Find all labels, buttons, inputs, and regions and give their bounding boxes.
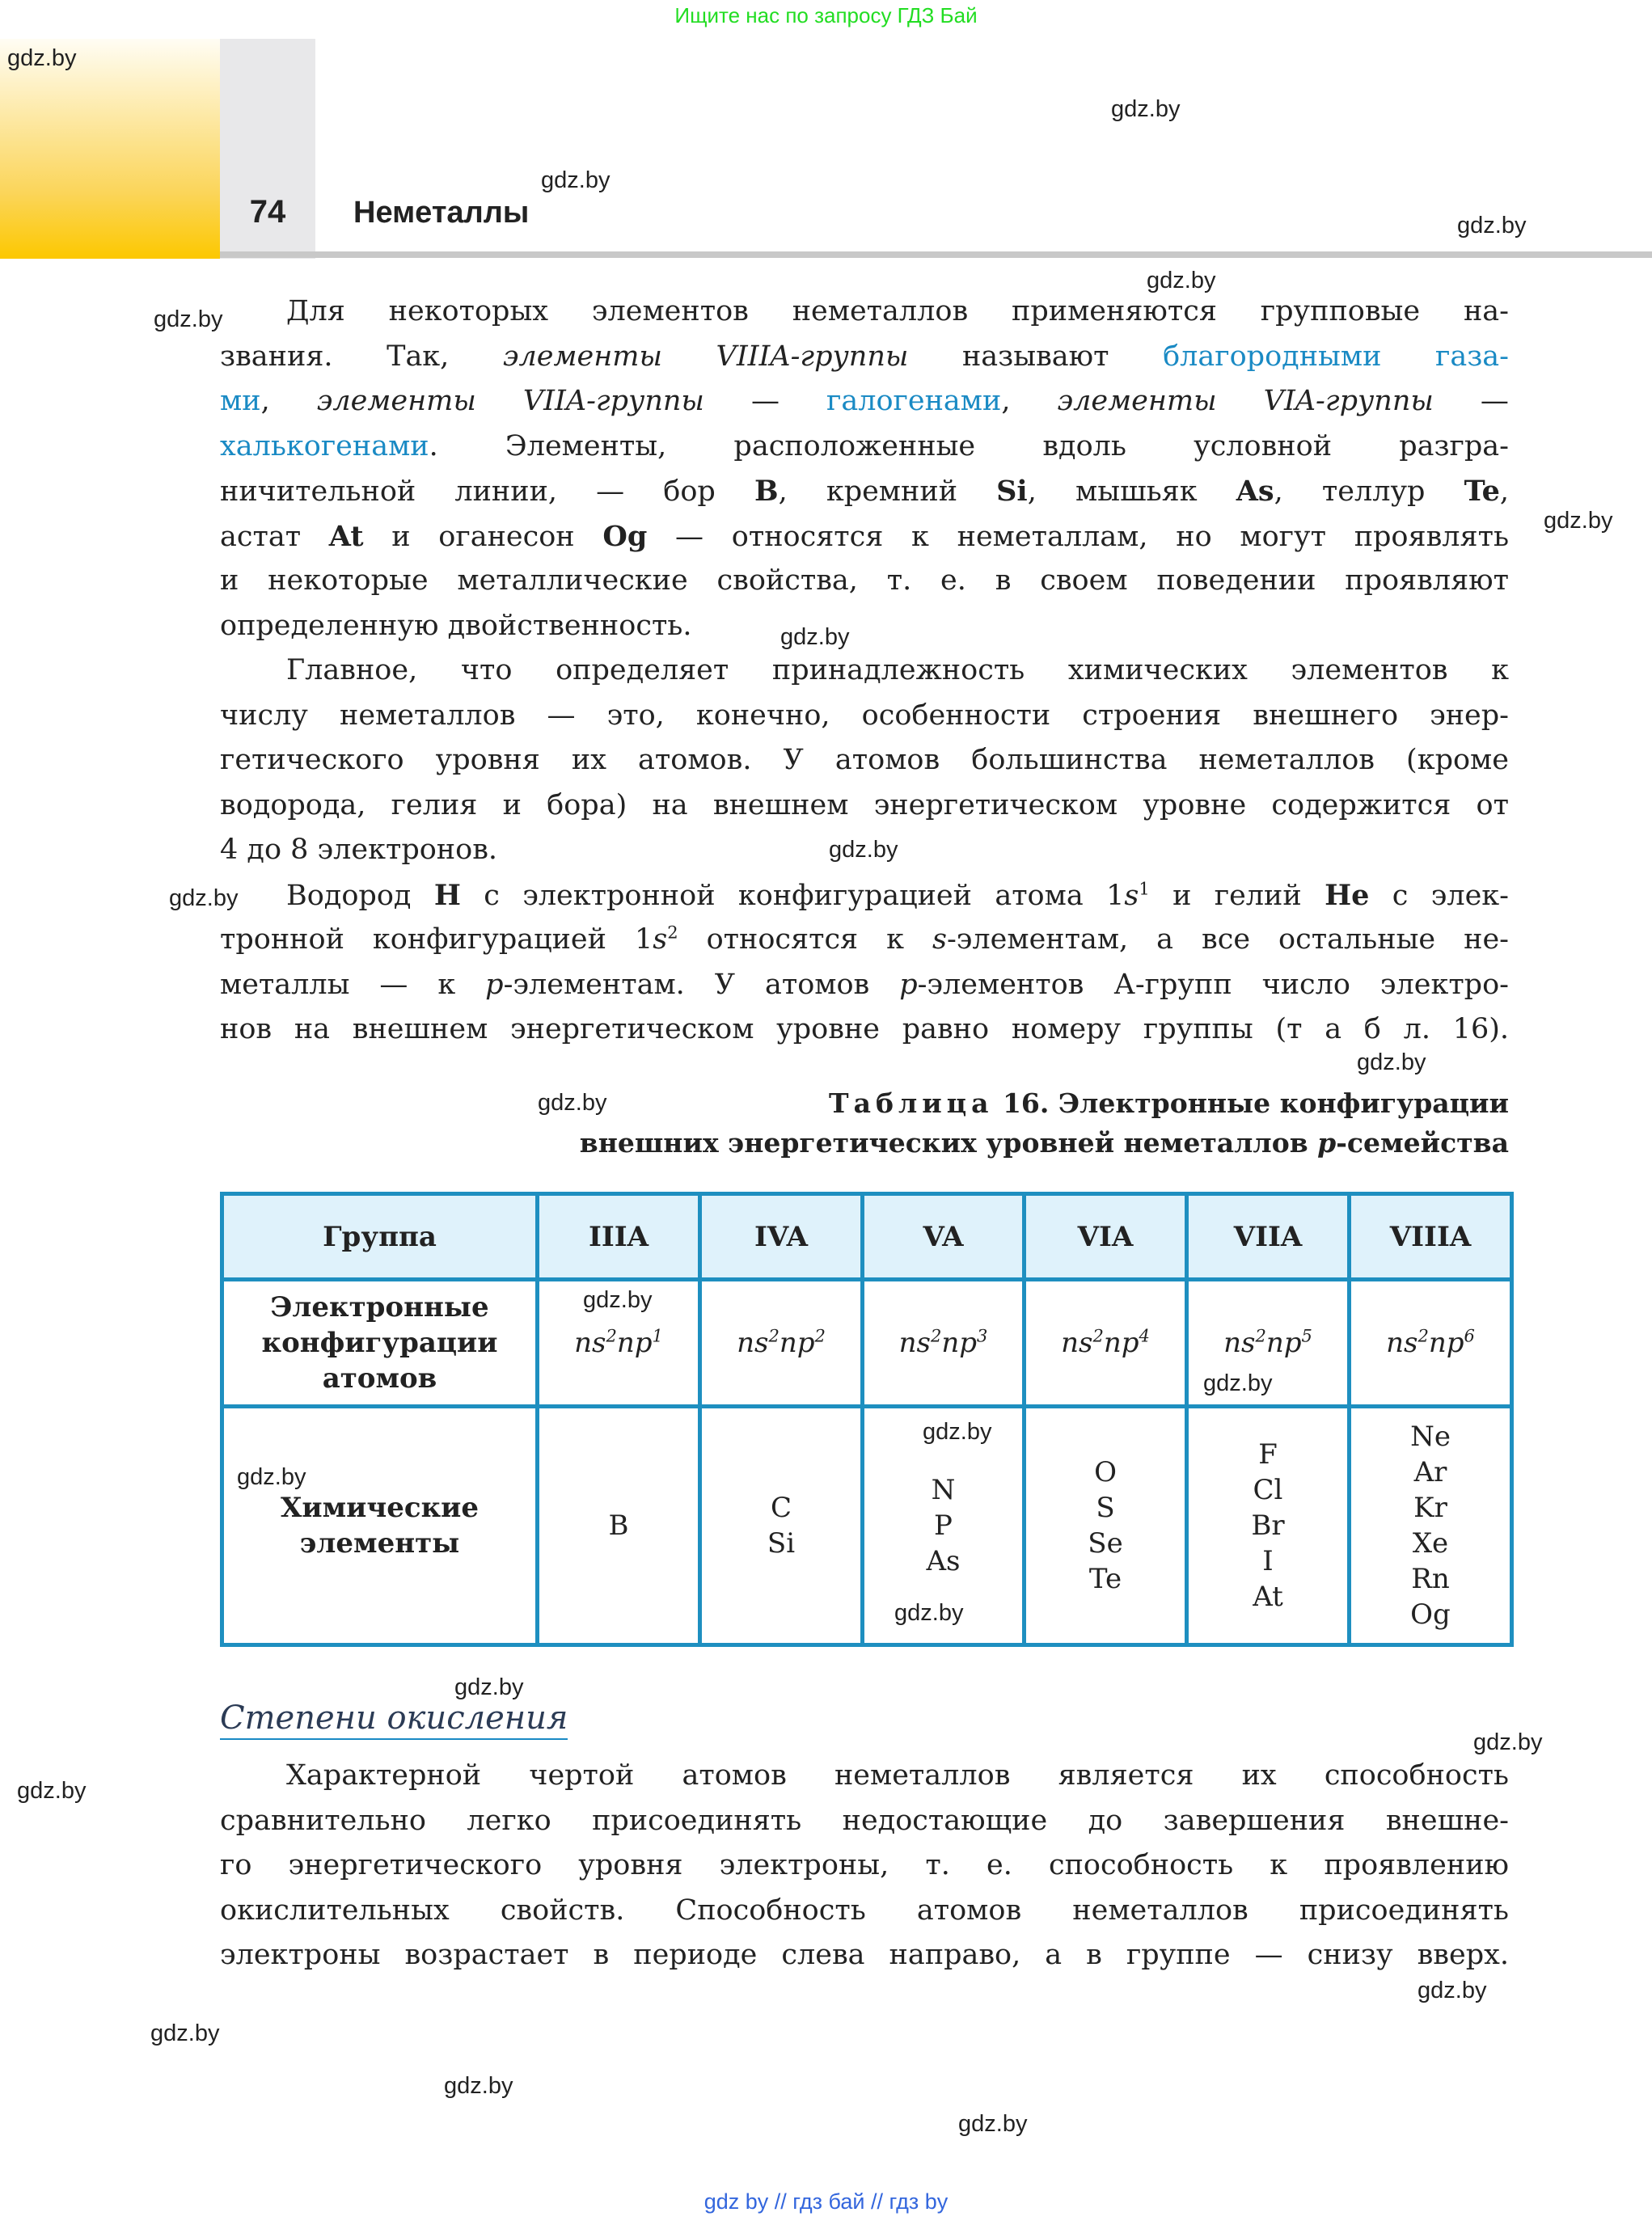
- header-cell: IIIA: [538, 1194, 700, 1280]
- text-segment: Главное, что определяет принадлежность химических элементов к: [286, 654, 1509, 686]
- watermark: gdz.by: [1111, 96, 1181, 122]
- superscript: 4: [1139, 1326, 1150, 1346]
- superscript: 5: [1301, 1326, 1312, 1346]
- text-line: [220, 379, 1509, 424]
- text-segment: s: [1124, 879, 1139, 912]
- element-symbol: F: [1258, 1438, 1278, 1471]
- text-line: [220, 1889, 1509, 1934]
- caption-p: p: [1317, 1127, 1337, 1159]
- text-segment: He: [1325, 878, 1370, 912]
- text-line: [220, 918, 1509, 963]
- elements-cell: [538, 1407, 700, 1645]
- orbital: ns: [574, 1327, 606, 1359]
- text-segment: , теллур: [1274, 475, 1464, 508]
- text-segment: сравнительно легко присоединять недостающие до завершения внешне-: [220, 1804, 1509, 1837]
- chapter-title: Неметаллы: [353, 196, 530, 230]
- text-line: [220, 738, 1509, 783]
- text-segment: -элементов А-групп число электро-: [917, 968, 1509, 1001]
- text-segment: определенную двойственность.: [220, 609, 692, 642]
- term-highlight: халькогенами: [220, 429, 429, 462]
- caption-line2-end: -семейства: [1336, 1127, 1509, 1159]
- row-label-line: Электронные: [270, 1291, 489, 1324]
- element-symbol: Og: [1410, 1598, 1451, 1631]
- text-segment: . Элементы, расположенные вдоль условной разгра-: [429, 429, 1509, 462]
- orbital: np: [1103, 1327, 1139, 1359]
- text-line: [220, 1843, 1509, 1889]
- row-label-line: Химические: [281, 1492, 479, 1524]
- watermark: gdz.by: [923, 1419, 992, 1445]
- orbital: ns: [1223, 1327, 1256, 1359]
- text-segment: го энергетического уровня электроны, т. е. способность к проявлению: [220, 1849, 1509, 1881]
- element-symbol: Si: [767, 1527, 796, 1560]
- watermark: gdz.by: [538, 1090, 607, 1116]
- row-label-line: конфигурации: [261, 1327, 498, 1359]
- row-label-line: атомов: [322, 1362, 437, 1395]
- watermark: gdz.by: [154, 306, 223, 332]
- text-segment: p: [899, 968, 918, 1001]
- text-segment: -элементам, а все остальные не-: [946, 923, 1509, 956]
- watermark: gdz.by: [958, 2111, 1028, 2137]
- text-segment: —: [1433, 385, 1509, 417]
- text-segment: ничительной линии, — бор: [220, 475, 754, 508]
- watermark: gdz.by: [454, 1674, 524, 1700]
- config-cell: [863, 1280, 1025, 1407]
- section-heading: Степени окисления: [220, 1698, 568, 1740]
- element-symbol: Te: [1088, 1563, 1122, 1595]
- elements-cell: [1187, 1407, 1350, 1645]
- watermark: gdz.by: [17, 1778, 87, 1804]
- superscript: 2: [606, 1326, 617, 1346]
- elements-cell: [700, 1407, 863, 1645]
- watermark: gdz.by: [1357, 1049, 1426, 1075]
- text-segment: гетического уровня их атомов. У атомов большинства неметаллов (кроме: [220, 744, 1509, 776]
- watermark: gdz.by: [1473, 1729, 1543, 1755]
- text-segment: с элек-: [1369, 879, 1509, 912]
- superscript: 2: [814, 1326, 826, 1346]
- config-cell: [1350, 1280, 1512, 1407]
- elements-cell: [1350, 1407, 1512, 1645]
- table-row-configurations: [222, 1280, 1512, 1407]
- header-cell: VIIIA: [1350, 1194, 1512, 1280]
- table-row-elements: [222, 1407, 1512, 1645]
- superscript: 2: [1255, 1326, 1266, 1346]
- table-caption: [580, 1083, 1509, 1163]
- text-segment: H: [433, 878, 461, 912]
- element-symbol: N: [931, 1474, 956, 1506]
- text-line: [220, 1799, 1509, 1844]
- text-segment: — относятся к неметаллам, но могут проявлять: [647, 520, 1510, 553]
- text-segment: 4 до 8 электронов.: [220, 834, 498, 866]
- element-symbol: O: [1094, 1456, 1117, 1488]
- text-segment: Og: [602, 519, 648, 553]
- header-divider: [220, 251, 1652, 258]
- text-segment: Te: [1464, 475, 1500, 508]
- text-line: [220, 604, 1509, 649]
- text-line: [220, 694, 1509, 739]
- text-segment: ,: [1499, 475, 1510, 508]
- watermark: gdz.by: [541, 167, 611, 193]
- header-cell: VIA: [1025, 1194, 1187, 1280]
- header-cell: IVA: [700, 1194, 863, 1280]
- text-line: [220, 424, 1509, 470]
- element-symbol: As: [926, 1545, 961, 1577]
- config-cell: [700, 1280, 863, 1407]
- text-segment: As: [1236, 475, 1274, 508]
- page-number: 74: [249, 194, 286, 230]
- element-symbol: Se: [1088, 1527, 1123, 1560]
- element-symbol: Ar: [1413, 1456, 1447, 1488]
- text-segment: и оганесон: [363, 520, 603, 553]
- watermark: gdz.by: [444, 2073, 513, 2099]
- config-cell: [1025, 1280, 1187, 1407]
- element-symbol: Xe: [1412, 1527, 1449, 1560]
- caption-label: Таблица: [829, 1087, 994, 1119]
- element-symbol: S: [1096, 1492, 1115, 1524]
- watermark: gdz.by: [894, 1600, 964, 1626]
- text-segment: и некоторые металлические свойства, т. е. в своем поведении проявляют: [220, 564, 1509, 597]
- superscript: 2: [1092, 1326, 1104, 1346]
- text-line: [220, 335, 1509, 380]
- text-segment: -элементам. У атомов: [503, 968, 900, 1001]
- text-segment: Si: [996, 475, 1028, 508]
- watermark: gdz.by: [7, 45, 77, 71]
- element-symbol: Kr: [1413, 1492, 1447, 1524]
- caption-line2: внешних энергетических уровней неметаллов: [579, 1127, 1318, 1159]
- text-segment: тронной конфигурацией 1: [220, 923, 653, 956]
- text-segment: водорода, гелия и бора) на внешнем энергетическом уровне содержится от: [220, 788, 1509, 821]
- text-line: [220, 648, 1509, 694]
- text-segment: p: [485, 968, 504, 1001]
- caption-line1: 16. Электронные конфигурации: [993, 1087, 1509, 1119]
- text-segment: , мышьяк: [1027, 475, 1236, 508]
- body-text: [220, 289, 1509, 1053]
- element-symbol: Br: [1251, 1509, 1285, 1542]
- text-segment: металлы — к: [220, 968, 486, 1001]
- watermark: gdz.by: [1544, 508, 1613, 534]
- text-segment: относятся к: [678, 923, 932, 956]
- text-line: [220, 514, 1509, 559]
- text-segment: Характерной чертой атомов неметаллов является их способность: [286, 1759, 1509, 1792]
- header-cell: VIIA: [1187, 1194, 1350, 1280]
- orbital: ns: [1386, 1327, 1418, 1359]
- table-header-row: [222, 1194, 1512, 1280]
- watermark: gdz.by: [1418, 1978, 1487, 2003]
- text-segment: и гелий: [1149, 879, 1325, 912]
- superscript: 2: [1418, 1326, 1429, 1346]
- superscript: 3: [977, 1326, 988, 1346]
- text-segment: ,: [1001, 385, 1058, 417]
- text-segment: астат: [220, 520, 329, 553]
- element-symbol: C: [770, 1492, 792, 1524]
- superscript: 2: [930, 1326, 942, 1346]
- text-segment: элементы VIIA-группы: [316, 385, 704, 417]
- text-segment: —: [703, 385, 827, 417]
- elements-cell: [1025, 1407, 1187, 1645]
- watermark: gdz.by: [780, 624, 850, 650]
- element-symbol: Cl: [1253, 1474, 1283, 1506]
- superscript: 6: [1464, 1326, 1475, 1346]
- text-segment: называют: [908, 340, 1164, 373]
- text-segment: элементы VIA-группы: [1057, 385, 1434, 417]
- header-cell: VA: [863, 1194, 1025, 1280]
- text-segment: электроны возрастает в периоде слева направо, а в группе — снизу вверх.: [220, 1939, 1509, 1971]
- text-segment: звания. Так,: [220, 340, 503, 373]
- section-text: [220, 1754, 1509, 1978]
- orbital: ns: [898, 1327, 931, 1359]
- table-16: [220, 1192, 1514, 1647]
- text-segment: Для некоторых элементов неметаллов применяются групповые на-: [286, 295, 1509, 327]
- text-segment: 2: [667, 923, 678, 943]
- watermark: gdz.by: [583, 1287, 653, 1313]
- watermark: gdz.by: [1203, 1370, 1273, 1396]
- element-symbol: At: [1253, 1581, 1283, 1613]
- watermark: gdz.by: [150, 2020, 220, 2046]
- term-highlight: ми: [220, 385, 261, 417]
- text-segment: с электронной конфигурацией атома 1: [460, 879, 1125, 912]
- orbital: np: [779, 1327, 815, 1359]
- text-line: [220, 873, 1509, 918]
- orbital: np: [616, 1327, 653, 1359]
- row-label-line: элементы: [299, 1527, 460, 1560]
- watermark: gdz.by: [1457, 213, 1527, 239]
- superscript: 1: [652, 1326, 663, 1346]
- text-segment: числу неметаллов — это, конечно, особенности строения внешнего энер-: [220, 699, 1509, 732]
- text-line: [220, 469, 1509, 514]
- orbital: ns: [737, 1327, 769, 1359]
- text-line: [220, 1754, 1509, 1799]
- text-segment: s: [653, 923, 668, 956]
- row-label: [222, 1280, 538, 1407]
- text-segment: 1: [1139, 878, 1150, 898]
- text-line: [220, 1933, 1509, 1978]
- watermark: gdz.by: [169, 885, 239, 911]
- text-line: [220, 1007, 1509, 1053]
- term-highlight: галогенами: [826, 385, 1002, 417]
- watermark: gdz.by: [829, 837, 898, 863]
- text-segment: окислительных свойств. Способность атомов неметаллов присоединять: [220, 1894, 1509, 1927]
- element-symbol: B: [608, 1509, 629, 1542]
- text-segment: нов на внешнем энергетическом уровне равно номеру группы (т а б л. 16).: [220, 1013, 1509, 1045]
- orbital: np: [941, 1327, 978, 1359]
- text-segment: элементы VIIIA-группы: [502, 340, 909, 373]
- orbital: np: [1265, 1327, 1302, 1359]
- superscript: 2: [768, 1326, 780, 1346]
- watermark: gdz.by: [237, 1464, 306, 1490]
- text-segment: B: [754, 475, 779, 508]
- orbital: np: [1428, 1327, 1464, 1359]
- element-symbol: Rn: [1411, 1563, 1450, 1595]
- text-segment: , кремний: [778, 475, 997, 508]
- text-line: [220, 559, 1509, 604]
- watermark: gdz.by: [1147, 268, 1216, 293]
- header-cell: Группа: [222, 1194, 538, 1280]
- term-highlight: благородными газа-: [1163, 340, 1510, 373]
- text-segment: Водород: [286, 879, 434, 912]
- text-line: [220, 783, 1509, 829]
- row-label: [222, 1407, 538, 1645]
- orbital: ns: [1061, 1327, 1093, 1359]
- top-ad-banner[interactable]: Ищите нас по запросу ГДЗ Бай: [674, 3, 978, 27]
- element-symbol: P: [934, 1509, 953, 1542]
- text-segment: ,: [260, 385, 317, 417]
- element-symbol: I: [1262, 1545, 1274, 1577]
- element-symbol: Ne: [1410, 1421, 1451, 1453]
- text-line: [220, 289, 1509, 335]
- text-segment: At: [328, 519, 364, 553]
- text-segment: s: [932, 923, 947, 956]
- bottom-ad-links[interactable]: gdz by // гдз бай // гдз by: [703, 2189, 949, 2214]
- text-line: [220, 963, 1509, 1008]
